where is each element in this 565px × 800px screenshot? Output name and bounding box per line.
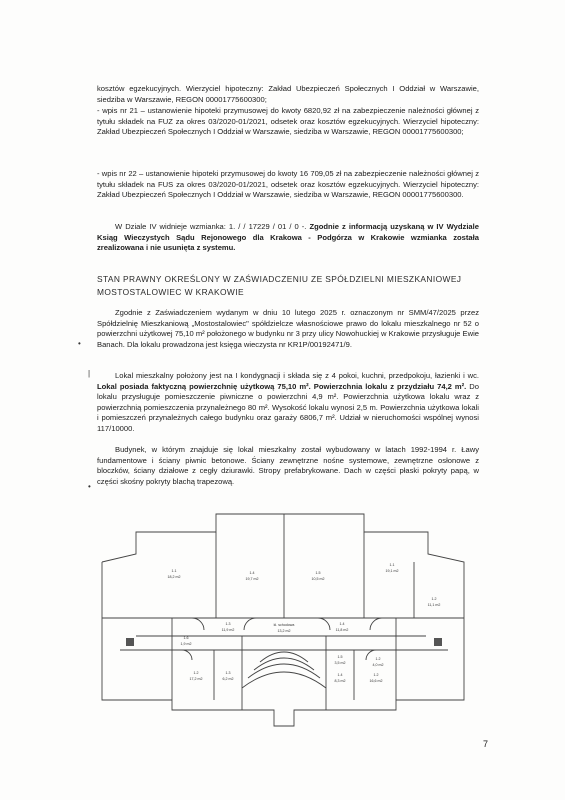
paragraph-dzial-iv — [97, 222, 479, 254]
room-label — [386, 563, 399, 573]
room-label — [335, 655, 346, 665]
floor-plan — [96, 496, 472, 732]
room-id: 1.1 — [389, 563, 395, 567]
paragraph-kosztow: kosztów egzekucyjnych. Wierzyciel hipoteczny: Zakład Ubezpieczeń Społecznych I Oddział w Warszawie, siedziba w Warszawie, REGON 00001775600300; — [97, 84, 479, 104]
room-area: 11,9 m2 — [221, 628, 235, 632]
room-id: 1.4 — [337, 673, 343, 677]
room-label — [190, 671, 203, 681]
room-id: 1.3 — [225, 671, 231, 675]
room-area: 11,1 m2 — [427, 603, 441, 607]
room-area: 19,7 m2 — [245, 577, 259, 581]
room-label — [373, 657, 384, 667]
section-heading: STAN PRAWNY OKREŚLONY W ZAŚWIADCZENIU ZE SPÓŁDZIELNI MIESZKANIOWEJ MOSTOSTALOWIEC W KRAKOWIE — [97, 274, 462, 297]
room-label — [246, 571, 259, 581]
room-label — [312, 571, 325, 581]
stair-label — [274, 623, 295, 633]
room-label — [223, 671, 234, 681]
room-area: 8,3 m2 — [334, 679, 346, 683]
room-area: 10,5 m2 — [311, 577, 325, 581]
room-label — [181, 636, 192, 646]
paragraph-wpis-22: - wpis nr 22 – ustanowienie hipoteki przymusowej do kwoty 16 709,05 zł na zabezpieczenie należności głównej z tytułu składek na FUS za okres 03/2020-01/2021, odsetek oraz kosztów egzekucyjnych. Wierzyciel hipoteczny: Zakład Ubezpieczeń Społecznych I Oddział w Warszawie, siedziba w Warszawie, REGON 00001775600300. — [97, 169, 479, 200]
paragraph-wpis-21: - wpis nr 21 – ustanowienie hipoteki przymusowej do kwoty 6820,92 zł na zabezpieczenie należności głównej z tytułu składek na FUZ za okres 03/2020-01/2021, odsetek oraz kosztów egzekucyjnych. Wierzyciel hipoteczny: Zakład Ubezpieczeń Społecznych I Oddział w Warszawie, siedziba w Warszawie, REGON 00001775600300; — [97, 106, 479, 137]
stair-area: 13,2 m2 — [277, 629, 291, 633]
margin-mark: | — [88, 369, 91, 378]
paragraph-zaswiadczenie: Zgodnie z Zaświadczeniem wydanym w dniu 10 lutego 2025 r. oznaczonym nr SMM/47/2025 przez Spółdzielnię Mieszkaniową „Mostostalowiec" spółdzielcze własnościowe prawo do lokalu mieszkalnego nr 52 o powierzchni użytkowej 75,10 m² położonego w budynku nr 3 przy ulicy Nowohuckiej w Krakowie przysługuje Ewie Banach. Dla lokalu prowadzona jest księga wieczysta nr KR1P/00192471/9. — [97, 308, 479, 349]
paragraph-lokal — [97, 371, 479, 435]
lokal-bold-text: Lokal posiada faktyczną powierzchnię użytkową 75,10 m². Powierzchnia lokalu z przydziału 74,2 m². — [97, 381, 467, 391]
lokal-text-a: Lokal mieszkalny położony jest na I kondygnacji i składa się z 4 pokoi, kuchni, przedpokoju, łazienki i wc. — [115, 371, 479, 380]
paragraph-budynek: Budynek, w którym znajduje się lokal mieszkalny został wybudowany w latach 1992-1994 r. Ławy fundamentowe i ściany piwnic betonowe. Ściany zewnętrzne nośne systemowe, zewnętrzne osłonowe z bloczków, ściany działowe z cegły dziurawki. Stropy prefabrykowane. Dach w części płaski pokryty papą, w części skośny pokryty blachą trapezową. — [97, 445, 479, 486]
room-id: 1.5 — [315, 571, 321, 575]
room-id: 1.4 — [339, 622, 345, 626]
room-id: 1.6 — [183, 636, 189, 640]
dzial-iv-bold-text: Zgodnie z informacją uzyskaną w IV Wydziale Ksiąg Wieczystych Sądu Rejonowego dla Krakowa - Podgórza w Krakowie wzmianka została zrealizowana i nie usunięta z systemu. — [97, 222, 479, 253]
room-id: 1.2 — [193, 671, 199, 675]
room-label — [168, 569, 181, 579]
room-area: 18,2 m2 — [167, 575, 181, 579]
stair-name: kl. schodowa — [273, 623, 295, 627]
room-id: 1.3 — [225, 622, 231, 626]
margin-mark: • — [88, 482, 91, 491]
room-area: 4,0 m2 — [372, 663, 384, 667]
room-area: 1,9 m2 — [180, 642, 192, 646]
room-label — [370, 673, 383, 683]
room-id: 1.1 — [171, 569, 177, 573]
room-id: 1.2 — [373, 673, 379, 677]
room-id: 1.5 — [337, 655, 343, 659]
room-area: 19,1 m2 — [385, 569, 399, 573]
room-area: 3,5 m2 — [334, 661, 346, 665]
lokal-text-c: Do lokalu przysługuje pomieszczenie piwniczne o powierzchni 4,9 m². Powierzchnia użytkowa lokalu wraz z powierzchnią pomieszczenia przynależnego 80 m². Wysokość lokalu wynosi 2,5 m. Powierzchnia użytkowa lokali i pomieszczeń przynależnych całego budynku oraz garaży 6806,7 m². Udział w nieruchomości wspólnej wynosi 117/10000. — [97, 381, 479, 433]
room-id: 1.2 — [431, 597, 437, 601]
room-label — [428, 597, 441, 607]
room-label — [336, 622, 349, 632]
room-label — [335, 673, 346, 683]
room-id: 1.4 — [249, 571, 255, 575]
room-label — [222, 622, 235, 632]
dzial-iv-text: W Dziale IV widnieje wzmianka: 1. / / 17229 / 01 / 0 -. — [115, 222, 310, 231]
room-area: 17,2 m2 — [189, 677, 203, 681]
page-number: 7 — [483, 739, 489, 749]
room-area: 6,2 m2 — [222, 677, 234, 681]
room-area: 16,6 m2 — [369, 679, 383, 683]
room-id: 1.2 — [375, 657, 381, 661]
room-area: 11,8 m2 — [335, 628, 349, 632]
margin-mark: • — [78, 339, 81, 348]
